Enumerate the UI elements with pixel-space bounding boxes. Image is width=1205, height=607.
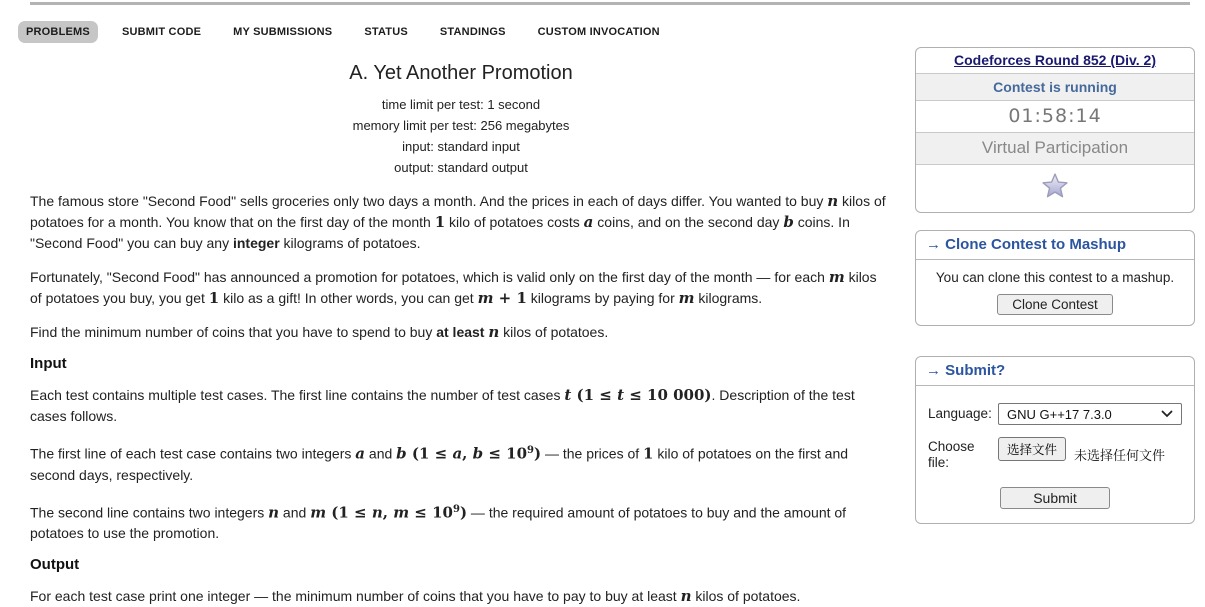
submit-button[interactable]: Submit <box>1000 487 1110 509</box>
language-row <box>928 403 1182 425</box>
language-selected-value: GNU G++17 7.3.0 <box>1007 406 1112 422</box>
tab-submit-code[interactable]: SUBMIT CODE <box>121 26 202 38</box>
contest-info-box <box>915 47 1195 213</box>
choose-file-row <box>928 436 1182 471</box>
star-icon[interactable] <box>1042 173 1068 198</box>
time-limit: time limit per test: 1 second <box>381 97 541 112</box>
language-label: Language: <box>928 406 992 421</box>
clone-contest-heading[interactable]: → Clone Contest to Mashup <box>916 231 1194 260</box>
section-heading: Output <box>30 556 80 574</box>
tab-problems[interactable]: PROBLEMS <box>18 21 98 43</box>
file-picker-button[interactable]: 选择文件 <box>998 437 1066 461</box>
contest-timer: 01:58:14 <box>916 100 1194 132</box>
problem-statement <box>30 60 892 607</box>
input-spec: input: standard input <box>402 139 520 154</box>
tab-standings[interactable]: STANDINGS <box>439 26 506 38</box>
submit-form <box>916 386 1194 523</box>
contest-link[interactable]: Codeforces Round 852 (Div. 2) <box>953 52 1156 68</box>
clone-contest-text: You can clone this contest to a mashup. <box>935 270 1175 285</box>
section-heading: Input <box>30 355 67 372</box>
choose-file-label: Choose file: <box>928 439 975 470</box>
submit-box <box>915 356 1195 524</box>
tab-my-submissions[interactable]: MY SUBMISSIONS <box>233 26 333 38</box>
contest-title-row <box>916 48 1194 73</box>
contest-status: Contest is running <box>916 73 1194 100</box>
participation-mode: Virtual Participation <box>916 132 1194 164</box>
problem-body <box>30 191 892 607</box>
favorite-row <box>916 164 1194 212</box>
submit-row <box>928 487 1182 509</box>
sidebar <box>915 47 1195 524</box>
language-select[interactable] <box>998 403 1182 425</box>
statement-paragraph: Fortunately, "Second Food" has announced a promotion for potatoes, which is valid only on the first day of the month — for each m kilos of potatoes you buy, you get 1 kilo as a gift! In other words, you can get m + 1 kilograms by paying for m kilograms. <box>30 268 877 307</box>
memory-limit: memory limit per test: 256 megabytes <box>352 118 570 133</box>
top-divider <box>30 2 1190 5</box>
clone-contest-button[interactable]: Clone Contest <box>997 294 1113 315</box>
statement-paragraph: The second line contains two integers n and m (1 ≤ n, $m \le 10^9$) — the required amount of potatoes to buy and the amount of potatoes to use the promotion. <box>30 503 847 542</box>
output-spec: output: standard output <box>394 160 528 175</box>
problem-title: A. Yet Another Promotion <box>349 62 573 84</box>
clone-contest-body <box>916 260 1194 325</box>
statement-paragraph: The famous store "Second Food" sells groceries only two days a month. And the prices in each of days differ. You wanted to buy n kilos of potatoes for a month. You know that on the first day of the month 1 kilo of potatoes costs a coins, and on the second day b coins. In "Second Food" you can buy any integer kilograms of potatoes. <box>30 192 886 251</box>
statement-paragraph: For each test case print one integer — the minimum number of coins that you have to pay to buy at least n kilos of potatoes. <box>30 587 801 606</box>
problem-limits <box>30 94 892 178</box>
submit-heading[interactable]: → Submit? <box>916 357 1194 386</box>
chevron-down-icon <box>1161 410 1173 418</box>
statement-paragraph: The first line of each test case contains two integers a and b (1 ≤ a, $b \le 10^9$) — the prices of 1 kilo of potatoes on the first and second days, respectively. <box>30 444 849 483</box>
statement-paragraph: Each test contains multiple test cases. The first line contains the number of test cases t (1 ≤ t ≤ 10 000). Description of the test cases follows. <box>30 386 855 424</box>
contest-tabs <box>18 21 668 43</box>
file-picker-status: 未选择任何文件 <box>1074 447 1166 463</box>
statement-paragraph: Find the minimum number of coins that you have to spend to buy at least n kilos of potatoes. <box>30 323 609 341</box>
tab-custom-invocation[interactable]: CUSTOM INVOCATION <box>537 26 660 38</box>
tab-status[interactable]: STATUS <box>364 26 408 38</box>
clone-contest-box <box>915 230 1195 326</box>
